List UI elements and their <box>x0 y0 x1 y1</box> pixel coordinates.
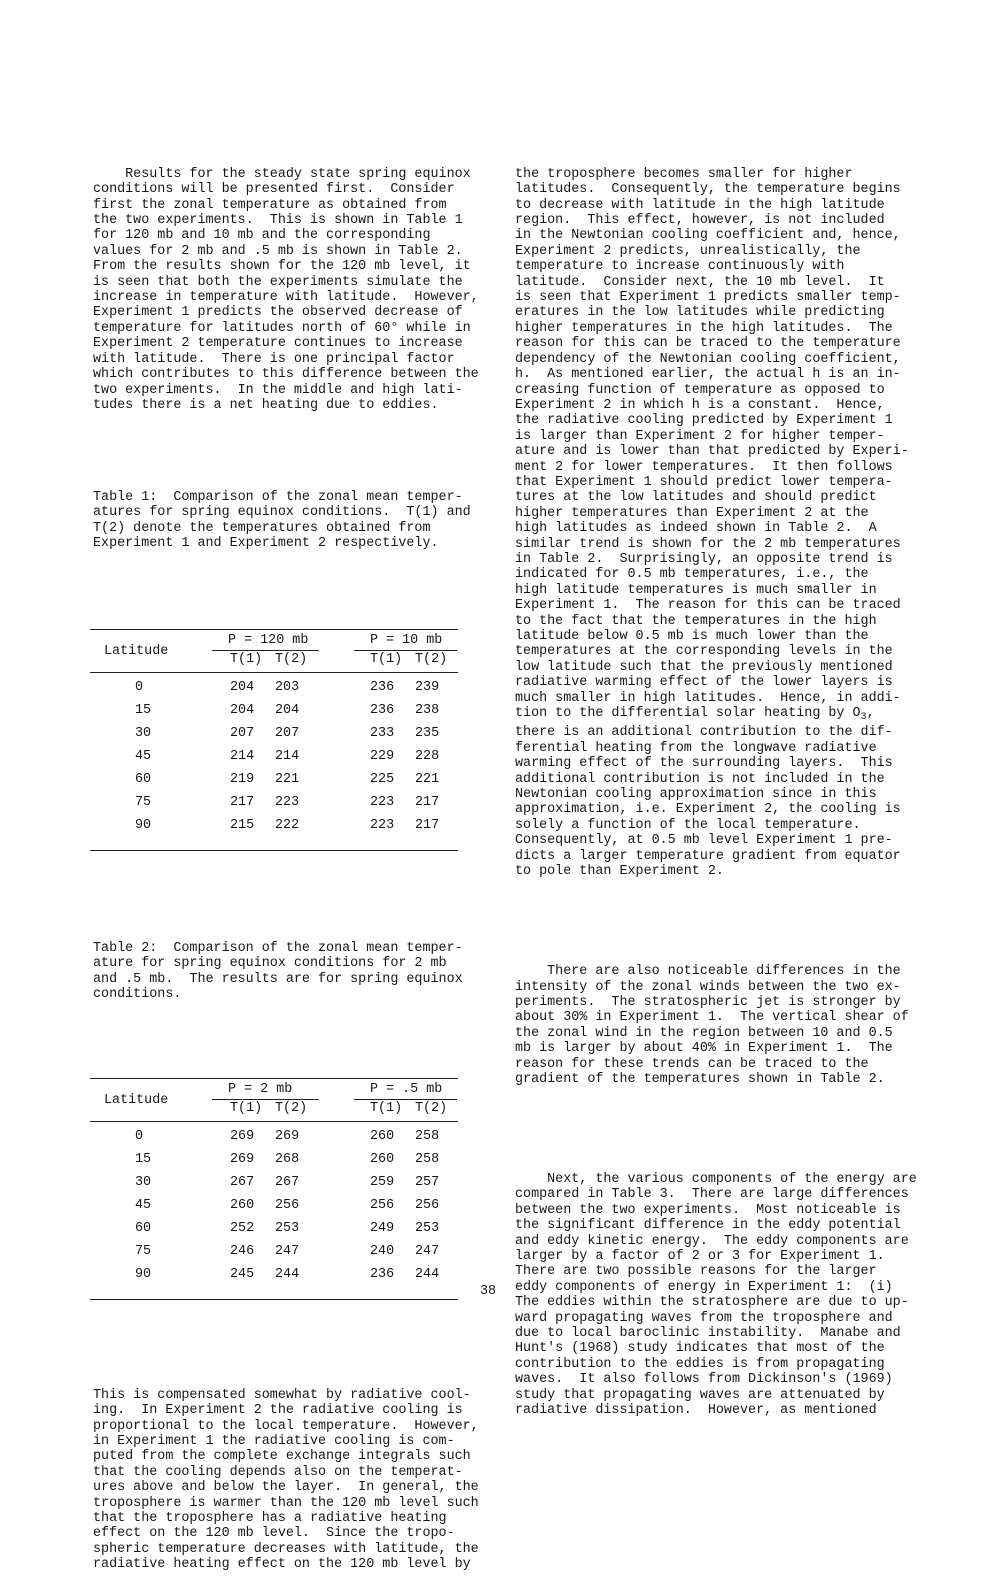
table-cell: 219 <box>230 772 255 788</box>
text-line: Consequently, at 0.5 mb level Experiment 1 pre- <box>515 833 893 849</box>
text-line: radiative heating effect on the 120 mb level by <box>93 1557 471 1573</box>
text-line: Experiment 2 predicts, unrealistically, the <box>515 243 861 259</box>
text-line: in Table 2. Surprisingly, an opposite trend is <box>515 551 893 567</box>
table-cell: 259 <box>370 1175 395 1191</box>
text-line: there is an additional contribution to the dif- <box>515 725 893 741</box>
text-line: Table 1: Comparison of the zonal mean temper- <box>93 489 463 505</box>
table-row <box>90 1172 458 1195</box>
group-header-a: P = 2 mb <box>228 1082 293 1098</box>
text-line: proportional to the local temperature. However, <box>93 1418 479 1434</box>
text-line: additional contribution is not included in the <box>515 771 885 787</box>
row-header: Latitude <box>104 1093 169 1109</box>
table-cell: 244 <box>415 1267 440 1283</box>
text-line: compared in Table 3. There are large differences <box>515 1187 909 1203</box>
table-row <box>90 746 458 769</box>
col-header: T(2) <box>275 652 308 668</box>
table-cell: 90 <box>135 1267 152 1283</box>
text-line: eratures in the low latitudes while predicting <box>515 305 885 321</box>
table-row <box>90 792 458 815</box>
table-cell: 207 <box>275 726 300 742</box>
text-line: From the results shown for the 120 mb level, it <box>93 259 471 275</box>
table-row <box>90 1195 458 1218</box>
table-cell: 207 <box>230 726 255 742</box>
text-line: waves. It also follows from Dickinson's (1969) <box>515 1372 893 1388</box>
text-line: Experiment 2 temperature continues to increase <box>93 336 463 352</box>
text-line: Experiment 1. The reason for this can be traced <box>515 598 901 614</box>
text-line: conditions. <box>93 987 182 1003</box>
table-cell: 217 <box>415 795 440 811</box>
table-cell: 249 <box>370 1221 395 1237</box>
table-cell: 247 <box>415 1244 440 1260</box>
table-2 <box>90 1078 458 1300</box>
text-line: eddy components of energy in Experiment 1: (i) <box>515 1279 893 1295</box>
table-row <box>90 1241 458 1264</box>
text-line: ward propagating waves from the troposphere and <box>515 1310 893 1326</box>
text-line: spheric temperature decreases with latitude, the <box>93 1541 479 1557</box>
table-cell: 204 <box>230 680 255 696</box>
table-cell: 0 <box>135 680 144 696</box>
text-line: contribution to the eddies is from propagating <box>515 1356 885 1372</box>
text-line: the radiative cooling predicted by Experiment 1 <box>515 413 893 429</box>
text-line: and eddy kinetic energy. The eddy components are <box>515 1233 909 1249</box>
text-line: radiative dissipation. However, as mentioned <box>515 1403 877 1419</box>
text-line: Experiment 1 predicts the observed decrease of <box>93 305 463 321</box>
table-cell: 236 <box>370 680 395 696</box>
text-line: reason for this can be traced to the temperature <box>515 336 901 352</box>
table-cell: 60 <box>135 772 152 788</box>
table-cell: 246 <box>230 1244 255 1260</box>
table-cell: 240 <box>370 1244 395 1260</box>
right-para-3 <box>515 1172 915 1419</box>
table-cell: 233 <box>370 726 395 742</box>
col-header: T(1) <box>370 1101 403 1117</box>
table-cell: 0 <box>135 1129 144 1145</box>
text-line: warming effect of the surrounding layers. This <box>515 756 893 772</box>
table-cell: 253 <box>415 1221 440 1237</box>
table-cell: 45 <box>135 749 152 765</box>
table-pad <box>90 1287 458 1299</box>
text-line: the significant difference in the eddy potential <box>515 1218 901 1234</box>
left-para-2 <box>93 1388 483 1573</box>
text-line: about 30% in Experiment 1. The vertical shear of <box>515 1010 909 1026</box>
text-line: low latitude such that the previously mentioned <box>515 659 893 675</box>
col-header: T(2) <box>275 1101 308 1117</box>
table-cell: 235 <box>415 726 440 742</box>
table-cell: 225 <box>370 772 395 788</box>
text-line: tion to the differential solar heating by $O_3$, <box>515 706 875 724</box>
table-cell: 236 <box>370 703 395 719</box>
text-line: mb is larger by about 40% in Experiment 1. The <box>515 1041 893 1057</box>
table-cell: 215 <box>230 818 255 834</box>
text-line: Next, the various components of the energy are <box>515 1172 917 1187</box>
text-line: temperatures at the corresponding levels in the <box>515 644 893 660</box>
text-line: Hunt's (1968) study indicates that most of the <box>515 1341 885 1357</box>
text-line: reason for these trends can be traced to the <box>515 1056 869 1072</box>
table-cell: 214 <box>275 749 300 765</box>
text-line: that the cooling depends also on the temperat- <box>93 1464 463 1480</box>
text-line: There are also noticeable differences in the <box>515 964 901 980</box>
text-line: latitude below 0.5 mb is much lower than the <box>515 629 869 644</box>
table-cell: 217 <box>415 818 440 834</box>
table-cell: 258 <box>415 1152 440 1168</box>
table-cell: 269 <box>230 1129 255 1145</box>
text-line: h. As mentioned earlier, the actual h is an in- <box>515 367 901 383</box>
text-line: intensity of the zonal winds between the two ex- <box>515 979 901 995</box>
table-cell: 236 <box>370 1267 395 1283</box>
table-cell: 223 <box>370 795 395 811</box>
col-header: T(2) <box>415 1101 448 1117</box>
text-line: approximation, i.e. Experiment 2, the cooling is <box>515 802 901 818</box>
text-line: gradient of the temperatures shown in Table 2. <box>515 1071 885 1087</box>
text-line: due to local baroclinic instability. Manabe and <box>515 1326 901 1342</box>
text-line: solely a function of the local temperature. <box>515 817 861 833</box>
table-header <box>90 1079 458 1121</box>
group-rule-b <box>354 1099 457 1100</box>
table-cell: 260 <box>370 1152 395 1168</box>
text-line: the zonal wind in the region between 10 and 0.5 <box>515 1025 893 1041</box>
text-line: to the fact that the temperatures in the high <box>515 613 877 629</box>
group-header-a: P = 120 mb <box>228 633 309 649</box>
text-line: which contributes to this difference between the <box>93 367 479 383</box>
text-line: study that propagating waves are attenuated by <box>515 1387 885 1403</box>
table-row <box>90 1149 458 1172</box>
text-line: troposphere is warmer than the 120 mb level such <box>93 1495 479 1511</box>
text-line: in Experiment 1 the radiative cooling is com- <box>93 1433 455 1449</box>
text-line: values for 2 mb and .5 mb is shown in Table 2. <box>93 243 463 259</box>
table-cell: 256 <box>275 1198 300 1214</box>
table-row <box>90 1126 458 1149</box>
group-rule-a <box>212 1099 319 1100</box>
table-cell: 260 <box>230 1198 255 1214</box>
text-line: ment 2 for lower temperatures. It then follows <box>515 459 893 475</box>
table-cell: 260 <box>370 1129 395 1145</box>
text-line: that the troposphere has a radiative heating <box>93 1510 447 1526</box>
table-cell: 204 <box>230 703 255 719</box>
table-row <box>90 677 458 700</box>
text-line: region. This effect, however, is not included <box>515 213 885 229</box>
text-line: higher temperatures than Experiment 2 at the <box>515 505 869 521</box>
text-line: is larger than Experiment 2 for higher temper- <box>515 428 885 444</box>
text-line: This is compensated somewhat by radiative cool- <box>93 1387 471 1403</box>
col-header: T(1) <box>370 652 403 668</box>
text-line: tudes there is a net heating due to eddies. <box>93 397 439 413</box>
text-line: tures at the low latitudes and should predict <box>515 490 877 506</box>
text-line: increase in temperature with latitude. However, <box>93 290 479 306</box>
text-line: dicts a larger temperature gradient from equator <box>515 848 901 864</box>
right-column <box>515 136 915 1434</box>
text-line: is seen that Experiment 1 predicts smaller temp- <box>515 290 901 306</box>
table-cell: 267 <box>230 1175 255 1191</box>
text-line: to pole than Experiment 2. <box>515 864 724 880</box>
text-line: is seen that both the experiments simulate the <box>93 274 463 290</box>
col-header: T(2) <box>415 652 448 668</box>
row-header: Latitude <box>104 644 169 660</box>
table-cell: 221 <box>415 772 440 788</box>
table-cell: 269 <box>230 1152 255 1168</box>
table-cell: 245 <box>230 1267 255 1283</box>
group-rule-a <box>212 650 319 651</box>
table1-caption <box>93 490 483 552</box>
table-row <box>90 723 458 746</box>
table-header <box>90 630 458 672</box>
table-row <box>90 769 458 792</box>
table-cell: 60 <box>135 1221 152 1237</box>
text-line: temperature for latitudes north of 60° while in <box>93 320 471 336</box>
text-line: radiative warming effect of the lower layers is <box>515 675 893 691</box>
table-cell: 239 <box>415 680 440 696</box>
table-cell: 256 <box>415 1198 440 1214</box>
text-line: in the Newtonian cooling coefficient and, hence, <box>515 228 901 244</box>
table-cell: 75 <box>135 1244 152 1260</box>
text-line: two experiments. In the middle and high lati- <box>93 382 463 398</box>
text-line: that Experiment 1 should predict lower tempera- <box>515 474 893 490</box>
text-line: first the zonal temperature as obtained from <box>93 197 447 213</box>
text-line: There are two possible reasons for the larger <box>515 1264 877 1280</box>
table-cell: 229 <box>370 749 395 765</box>
text-line: with latitude. There is one principal factor <box>93 351 455 367</box>
table-cell: 258 <box>415 1129 440 1145</box>
table-cell: 253 <box>275 1221 300 1237</box>
table-row <box>90 1218 458 1241</box>
table-cell: 204 <box>275 703 300 719</box>
table-bottom-rule <box>90 1299 458 1300</box>
table-cell: 267 <box>275 1175 300 1191</box>
table-pad <box>90 838 458 850</box>
table-cell: 244 <box>275 1267 300 1283</box>
group-header-b: P = .5 mb <box>370 1082 443 1098</box>
col-header: T(1) <box>230 652 263 668</box>
table-cell: 257 <box>415 1175 440 1191</box>
text-line: Newtonian cooling approximation since in this <box>515 787 877 803</box>
page-number: 38 <box>480 1284 497 1299</box>
table-cell: 15 <box>135 703 152 719</box>
col-header: T(1) <box>230 1101 263 1117</box>
table-cell: 223 <box>370 818 395 834</box>
text-line: much smaller in high latitudes. Hence, in addi- <box>515 690 901 706</box>
text-line: ferential heating from the longwave radiative <box>515 740 877 756</box>
text-line: the two experiments. This is shown in Table 1 <box>93 213 463 229</box>
text-line: Experiment 2 in which h is a constant. Hence, <box>515 397 885 413</box>
text-line: effect on the 120 mb level. Since the tropo- <box>93 1526 455 1542</box>
text-line: The eddies within the stratosphere are due to up- <box>515 1295 909 1311</box>
text-line: between the two experiments. Most noticeable is <box>515 1202 901 1218</box>
table-cell: 30 <box>135 1175 152 1191</box>
text-line: conditions will be presented first. Consider <box>93 182 455 198</box>
text-line: high latitudes as indeed shown in Table 2. A <box>515 521 877 537</box>
table-row <box>90 1264 458 1287</box>
table-cell: 223 <box>275 795 300 811</box>
left-para-1 <box>93 167 483 414</box>
table-cell: 256 <box>370 1198 395 1214</box>
text-line: ature for spring equinox conditions for 2 mb <box>93 956 447 972</box>
table-cell: 75 <box>135 795 152 811</box>
table-cell: 238 <box>415 703 440 719</box>
table-cell: 252 <box>230 1221 255 1237</box>
table-cell: 45 <box>135 1198 152 1214</box>
table-row <box>90 700 458 723</box>
text-line: for 120 mb and 10 mb and the corresponding <box>93 228 431 244</box>
table-cell: 269 <box>275 1129 300 1145</box>
text-line: and .5 mb. The results are for spring equinox <box>93 971 463 987</box>
text-line: Table 2: Comparison of the zonal mean temper- <box>93 940 463 956</box>
right-para-2 <box>515 964 915 1087</box>
table-bottom-rule <box>90 850 458 851</box>
text-line: atures for spring equinox conditions. T(1) and <box>93 505 471 521</box>
table-row <box>90 815 458 838</box>
text-line: creasing function of temperature as opposed to <box>515 382 885 398</box>
text-line: ature and is lower than that predicted by Experi- <box>515 444 909 460</box>
text-line: ures above and below the layer. In general, the <box>93 1480 479 1496</box>
table-cell: 268 <box>275 1152 300 1168</box>
table-cell: 203 <box>275 680 300 696</box>
table-cell: 217 <box>230 795 255 811</box>
text-line: periments. The stratospheric jet is stronger by <box>515 994 901 1010</box>
group-header-b: P = 10 mb <box>370 633 443 649</box>
text-line: latitude. Consider next, the 10 mb level. It <box>515 274 885 290</box>
text-line: to decrease with latitude in the high latitude <box>515 197 885 213</box>
text-line: T(2) denote the temperatures obtained from <box>93 520 431 536</box>
text-line: Experiment 1 and Experiment 2 respectively. <box>93 536 439 552</box>
text-line: ing. In Experiment 2 the radiative cooling is <box>93 1403 463 1419</box>
group-rule-b <box>354 650 457 651</box>
text-line: dependency of the Newtonian cooling coefficient, <box>515 351 901 367</box>
table-cell: 228 <box>415 749 440 765</box>
text-line: high latitude temperatures is much smaller in <box>515 582 877 598</box>
text-line: Results for the steady state spring equinox <box>93 166 471 182</box>
text-line: larger by a factor of 2 or 3 for Experiment 1. <box>515 1249 885 1265</box>
text-line: similar trend is shown for the 2 mb temperatures <box>515 536 901 552</box>
table-1 <box>90 629 458 851</box>
table-cell: 30 <box>135 726 152 742</box>
text-line: the troposphere becomes smaller for higher <box>515 166 853 182</box>
text-line: temperature to increase continuously with <box>515 259 845 275</box>
table-cell: 90 <box>135 818 152 834</box>
text-line: puted from the complete exchange integrals such <box>93 1449 471 1465</box>
table-cell: 15 <box>135 1152 152 1168</box>
table-cell: 222 <box>275 818 300 834</box>
table-cell: 247 <box>275 1244 300 1260</box>
table-cell: 214 <box>230 749 255 765</box>
table2-caption <box>93 941 483 1003</box>
text-line: latitudes. Consequently, the temperature begins <box>515 182 901 198</box>
left-column <box>93 136 483 1588</box>
text-line: higher temperatures in the high latitudes. The <box>515 320 893 336</box>
text-line: indicated for 0.5 mb temperatures, i.e., the <box>515 567 869 583</box>
table-cell: 221 <box>275 772 300 788</box>
right-para-1 <box>515 167 915 880</box>
